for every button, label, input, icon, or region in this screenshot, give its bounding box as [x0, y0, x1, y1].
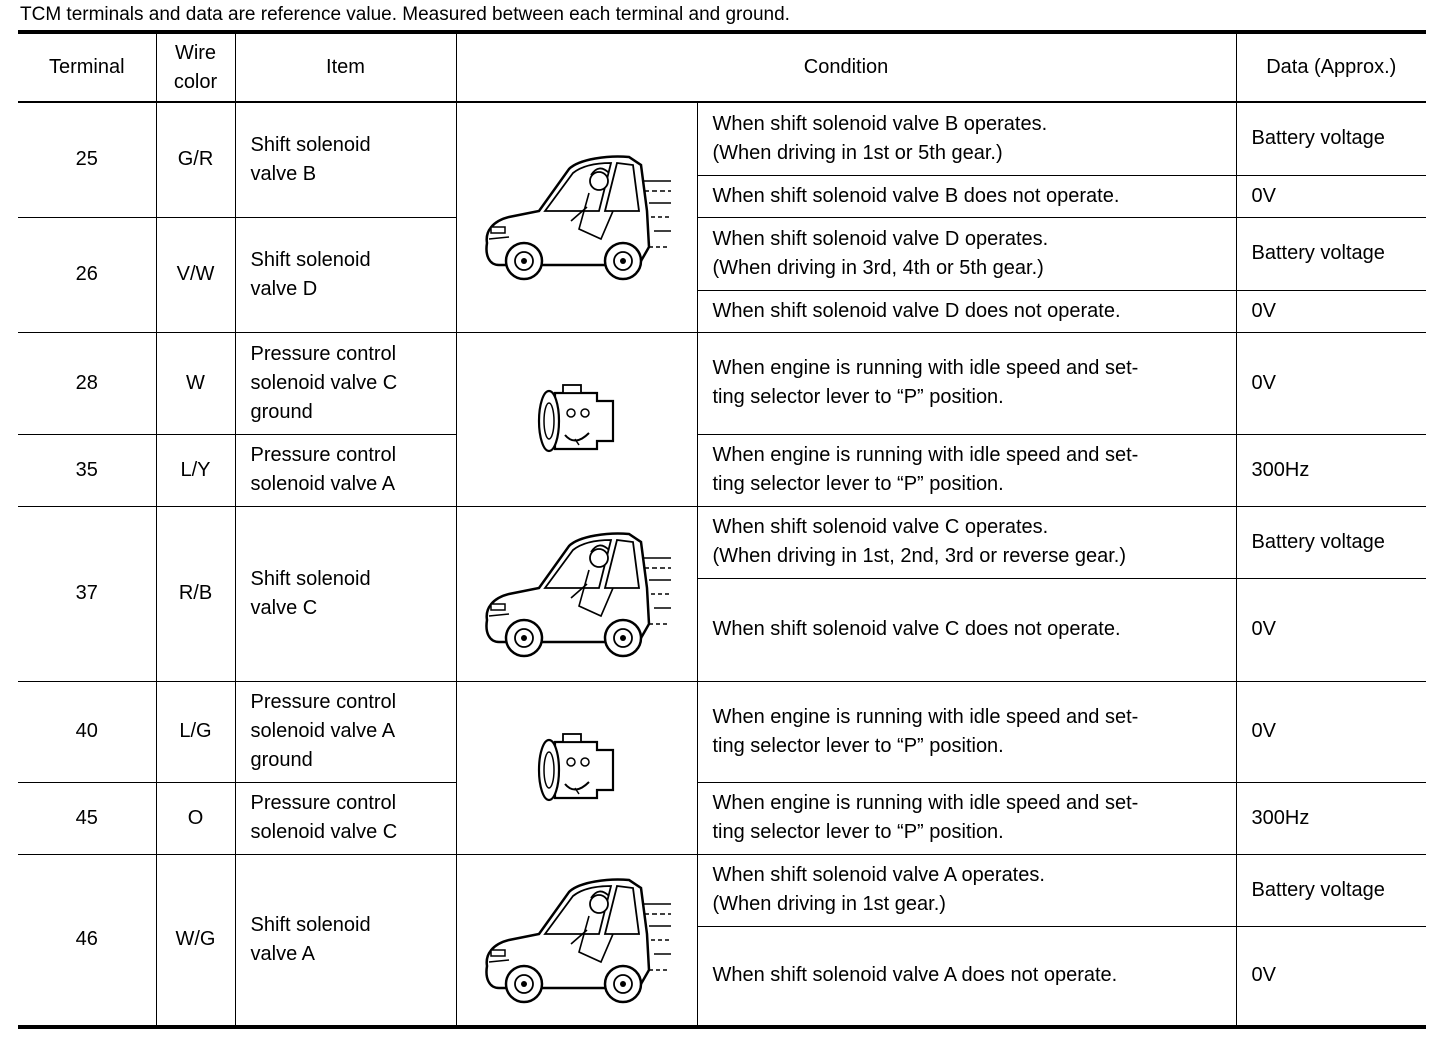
wire-color-cell: V/W	[156, 217, 235, 332]
condition-cell: When shift solenoid valve C does not operate.	[697, 578, 1236, 681]
condition-line: ting selector lever to “P” position.	[712, 734, 1004, 757]
wire-color-cell: L/G	[156, 681, 235, 782]
wire-color-cell: O	[156, 782, 235, 854]
item-line: Pressure control	[250, 691, 397, 713]
item-line: Pressure control	[250, 792, 397, 814]
condition-cell	[697, 506, 1236, 578]
table-row	[18, 782, 1426, 854]
condition-line: ting selector lever to “P” position.	[712, 386, 1004, 408]
terminal-cell: 46	[18, 854, 156, 1027]
item-cell	[235, 506, 456, 681]
condition-line: When shift solenoid valve A operates.	[712, 864, 1045, 886]
item-line: valve C	[250, 596, 318, 619]
item-line: Shift solenoid	[250, 248, 371, 271]
condition-line: When shift solenoid valve C operates.	[712, 516, 1049, 538]
data-cell: Battery voltage	[1236, 506, 1426, 578]
condition-line: When engine is running with idle speed and set-	[712, 444, 1139, 466]
item-line: Shift solenoid	[250, 133, 371, 156]
condition-cell	[697, 434, 1236, 506]
header-row	[18, 32, 1426, 102]
condition-line: When engine is running with idle speed and set-	[712, 357, 1139, 379]
header-wire-color-line1: Wire	[174, 41, 217, 64]
item-cell	[235, 681, 456, 782]
condition-cell: When shift solenoid valve B does not operate.	[697, 175, 1236, 217]
driving-car-icon	[479, 874, 675, 1006]
item-line: Pressure control	[250, 342, 397, 365]
tcm-terminal-table	[18, 30, 1426, 1029]
condition-line: When shift solenoid valve D operates.	[712, 227, 1049, 250]
item-line: ground	[250, 400, 313, 423]
data-cell: 0V	[1236, 926, 1426, 1027]
item-line: solenoid valve C	[250, 821, 398, 843]
data-cell: Battery voltage	[1236, 102, 1426, 175]
item-line: valve A	[250, 942, 315, 965]
table-row	[18, 681, 1426, 782]
table-row	[18, 434, 1426, 506]
data-cell: Battery voltage	[1236, 854, 1426, 926]
condition-line: When engine is running with idle speed and set-	[712, 792, 1139, 814]
terminal-cell: 37	[18, 506, 156, 681]
data-cell: 0V	[1236, 175, 1426, 217]
item-cell	[235, 854, 456, 1027]
data-cell: 0V	[1236, 681, 1426, 782]
header-data: Data (Approx.)	[1236, 32, 1426, 102]
terminal-cell: 28	[18, 332, 156, 434]
item-line: Shift solenoid	[250, 913, 371, 936]
item-line: solenoid valve C	[250, 371, 398, 394]
running-engine-icon	[532, 732, 622, 804]
car-image-cell	[456, 506, 697, 681]
item-cell	[235, 217, 456, 332]
driving-car-icon	[479, 528, 675, 660]
data-cell: 0V	[1236, 578, 1426, 681]
item-cell	[235, 434, 456, 506]
condition-line: ting selector lever to “P” position.	[712, 821, 1004, 843]
item-line: valve D	[250, 277, 318, 300]
wire-color-cell: R/B	[156, 506, 235, 681]
condition-line: When engine is running with idle speed and set-	[712, 705, 1139, 728]
table-row	[18, 332, 1426, 434]
table-caption: TCM terminals and data are reference value. Measured between each terminal and ground.	[20, 4, 790, 25]
condition-cell	[697, 681, 1236, 782]
header-condition: Condition	[456, 32, 1236, 102]
table-row	[18, 102, 1426, 175]
item-cell	[235, 782, 456, 854]
data-cell: 0V	[1236, 290, 1426, 332]
condition-line: (When driving in 1st or 5th gear.)	[712, 141, 1003, 164]
table-row	[18, 854, 1426, 926]
terminal-cell: 45	[18, 782, 156, 854]
item-cell	[235, 332, 456, 434]
condition-cell	[697, 332, 1236, 434]
table-row	[18, 506, 1426, 578]
item-line: ground	[250, 749, 313, 771]
terminal-cell: 35	[18, 434, 156, 506]
condition-cell	[697, 782, 1236, 854]
driving-car-icon	[479, 151, 675, 283]
wire-color-cell: G/R	[156, 102, 235, 217]
header-terminal: Terminal	[18, 32, 156, 102]
item-line: solenoid valve A	[250, 720, 396, 742]
data-cell: 0V	[1236, 332, 1426, 434]
item-cell	[235, 102, 456, 217]
condition-line: (When driving in 3rd, 4th or 5th gear.)	[712, 256, 1044, 279]
condition-line: (When driving in 1st, 2nd, 3rd or reverse gear.)	[712, 545, 1127, 567]
engine-image-cell	[456, 681, 697, 854]
condition-cell	[697, 102, 1236, 175]
item-line: valve B	[250, 162, 317, 185]
data-cell: 300Hz	[1236, 782, 1426, 854]
condition-cell: When shift solenoid valve D does not operate.	[697, 290, 1236, 332]
wire-color-cell: L/Y	[156, 434, 235, 506]
running-engine-icon	[532, 383, 622, 455]
car-image-cell	[456, 854, 697, 1027]
header-wire-color	[156, 32, 235, 102]
item-line: Shift solenoid	[250, 567, 371, 590]
condition-line: When shift solenoid valve B operates.	[712, 112, 1048, 135]
condition-cell	[697, 854, 1236, 926]
terminal-cell: 40	[18, 681, 156, 782]
wire-color-cell: W/G	[156, 854, 235, 1027]
condition-cell	[697, 217, 1236, 290]
table-row	[18, 217, 1426, 290]
wire-color-cell: W	[156, 332, 235, 434]
header-wire-color-line2: color	[173, 70, 218, 93]
car-image-cell	[456, 102, 697, 332]
data-cell: 300Hz	[1236, 434, 1426, 506]
data-cell: Battery voltage	[1236, 217, 1426, 290]
item-line: Pressure control	[250, 444, 397, 466]
condition-line: ting selector lever to “P” position.	[712, 473, 1004, 495]
item-line: solenoid valve A	[250, 473, 396, 495]
terminal-cell: 26	[18, 217, 156, 332]
condition-line: (When driving in 1st gear.)	[712, 893, 946, 915]
terminal-cell: 25	[18, 102, 156, 217]
header-item: Item	[235, 32, 456, 102]
engine-image-cell	[456, 332, 697, 506]
condition-cell: When shift solenoid valve A does not operate.	[697, 926, 1236, 1027]
